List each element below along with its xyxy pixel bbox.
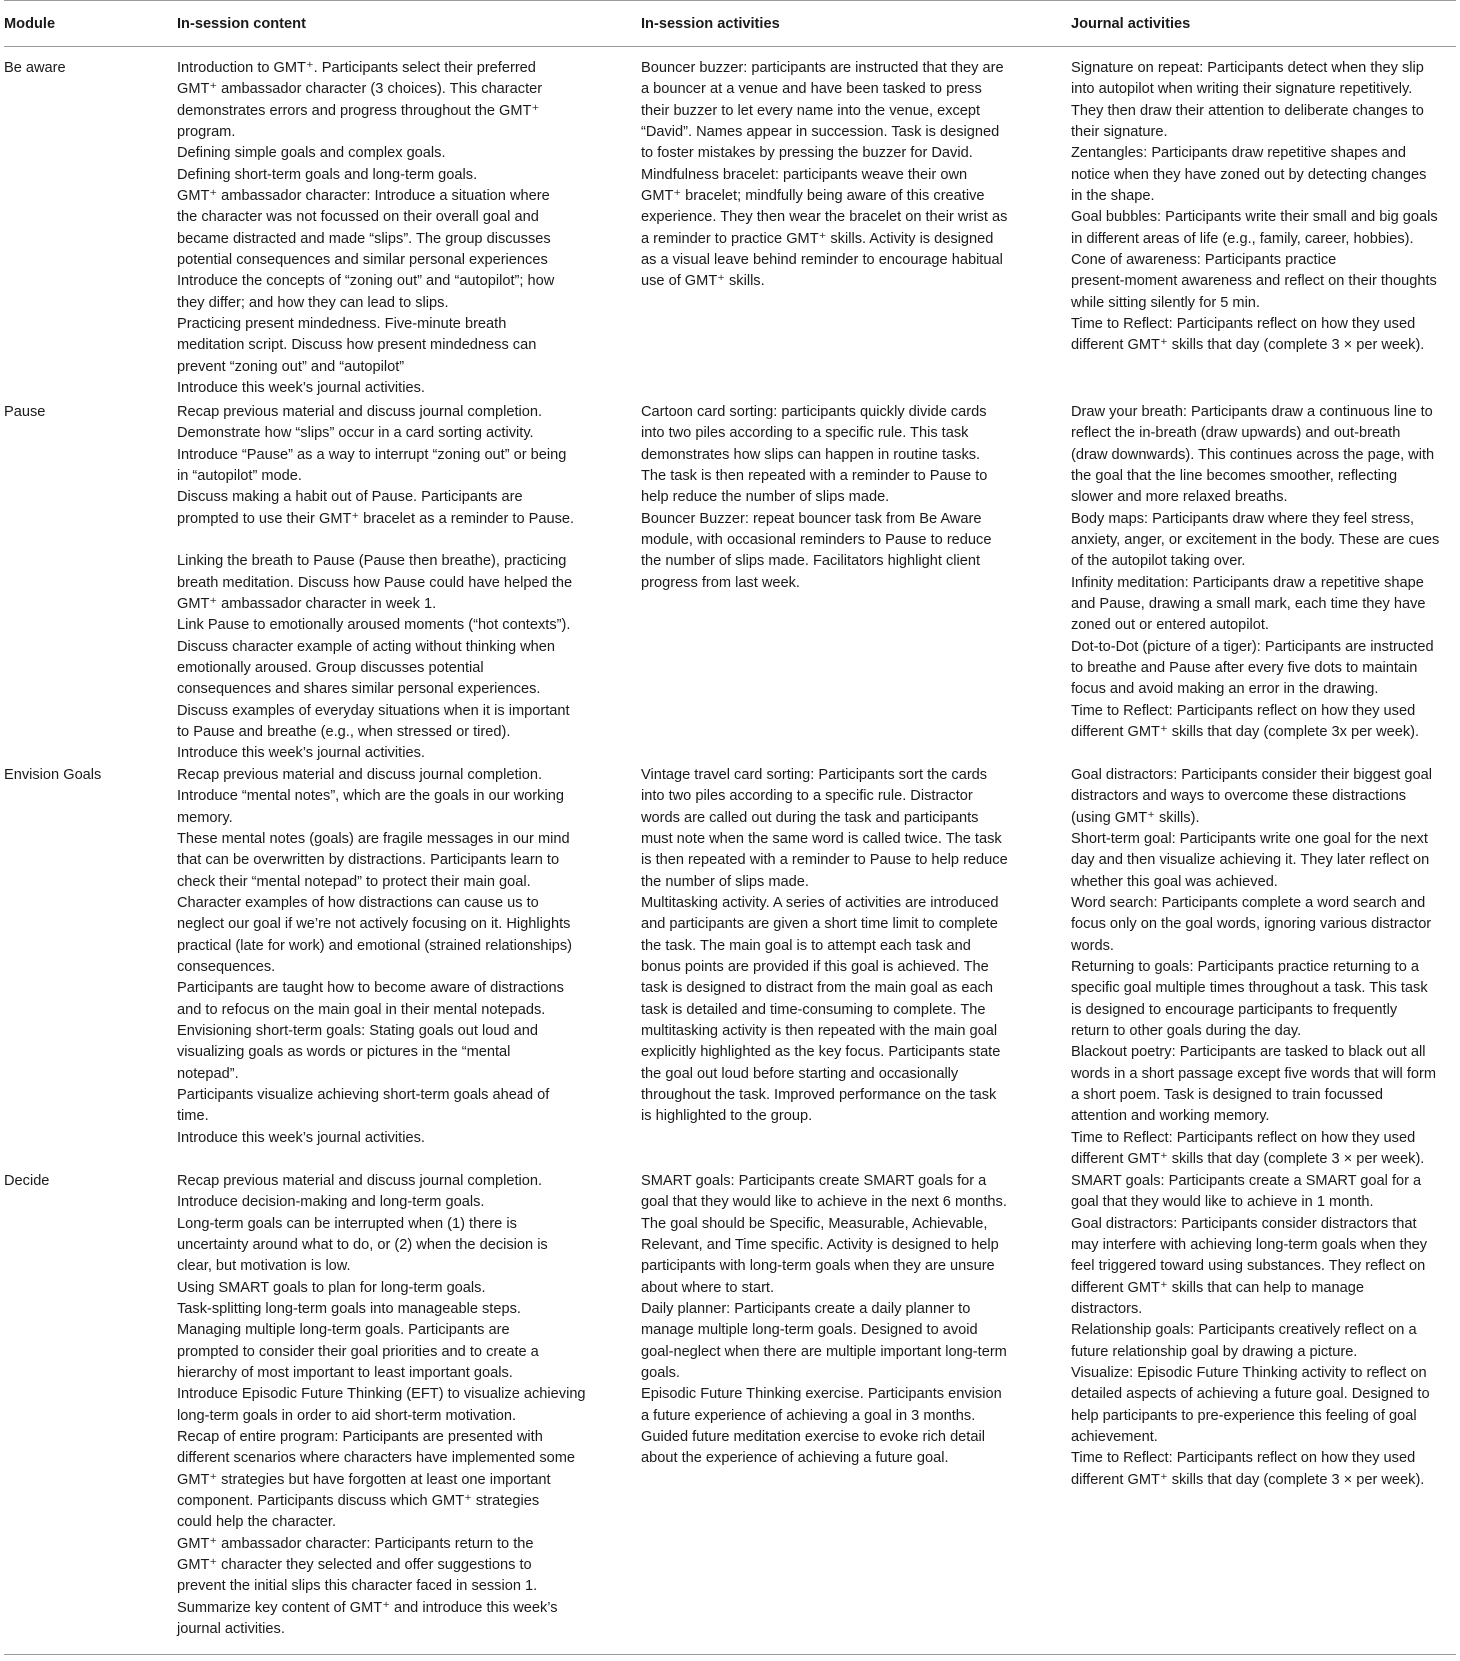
text-line: prompted to consider their goal priorities and to create a — [177, 1343, 539, 1360]
text-line: Time to Reflect: Participants reflect on how they used — [1071, 702, 1416, 719]
text-line: Participants are taught how to become aware of distractions — [177, 980, 564, 997]
text-line: GMT⁺ ambassador character: Introduce a situation where — [177, 187, 550, 204]
text-line: slower and more relaxed breaths. — [1071, 489, 1288, 506]
text-line: Defining short-term goals and long-term goals. — [177, 166, 478, 183]
text-line: Discuss making a habit out of Pause. Participants are — [177, 489, 523, 506]
text-line: their buzzer to let every name into the venue, except — [641, 102, 981, 119]
text-line: a future experience of achieving a goal in 3 months. — [641, 1407, 976, 1424]
text-line: bonus points are provided if this goal is achieved. The — [641, 958, 989, 975]
text-line: in different areas of life (e.g., family, career, hobbies). — [1071, 230, 1414, 247]
text-line: different GMT⁺ skills that day (complete 3x per week). — [1071, 723, 1420, 740]
text-line: SMART goals: Participants create a SMART goal for a — [1071, 1173, 1422, 1189]
header-in-session-activities: In-session activities — [641, 15, 780, 32]
table-header — [4, 1, 1456, 46]
text-line: consequences and shares similar personal experiences. — [177, 681, 541, 698]
text-line: in the shape. — [1071, 187, 1155, 204]
text-line: into autopilot when writing their signature repetitively. — [1071, 81, 1413, 98]
text-line: into two piles according to a specific rule. Distractor — [641, 788, 973, 805]
text-line: different GMT⁺ skills that can help to manage — [1071, 1279, 1364, 1296]
text-line: in “autopilot” mode. — [177, 467, 302, 484]
text-line: while sitting silently for 5 min. — [1071, 294, 1260, 311]
text-line: Introduce this week’s journal activities. — [177, 745, 425, 762]
text-line: could help the character. — [177, 1514, 337, 1531]
text-line: time. — [177, 1108, 209, 1125]
text-line: demonstrates errors and progress throughout the GMT⁺ — [177, 102, 540, 119]
table-row — [4, 47, 1456, 402]
text-line: and to refocus on the main goal in their mental notepads. — [177, 1001, 546, 1018]
text-line: future relationship goal by drawing a picture. — [1071, 1343, 1358, 1360]
in-session-activities — [641, 1171, 1071, 1654]
text-line: words. — [1071, 937, 1114, 954]
text-line: meditation script. Discuss how present mindedness can — [177, 337, 537, 354]
text-line: multitasking activity is then repeated with the main goal — [641, 1022, 998, 1039]
text-line: (using GMT⁺ skills). — [1071, 809, 1200, 826]
text-line: use of GMT⁺ skills. — [641, 273, 765, 290]
text-line: Envisioning short-term goals: Stating goals out loud and — [177, 1022, 539, 1039]
text-line: long-term goals in order to aid short-term motivation. — [177, 1407, 517, 1424]
text-line: consequences. — [177, 958, 276, 975]
text-line: demonstrates how slips can happen in routine tasks. — [641, 446, 981, 463]
module-name: Be aware — [4, 60, 66, 76]
text-line: breath meditation. Discuss how Pause could have helped the — [177, 574, 573, 591]
journal-activities — [1071, 765, 1456, 1171]
table-row — [4, 765, 1456, 1171]
text-line: prompted to use their GMT⁺ bracelet as a reminder to Pause. — [177, 510, 575, 527]
text-line: to breathe and Pause after every five dots to maintain — [1071, 659, 1418, 676]
text-line: reflect the in-breath (draw upwards) and out-breath — [1071, 425, 1401, 442]
text-line: Blackout poetry: Participants are tasked to black out all — [1071, 1044, 1426, 1061]
text-line: Short-term goal: Participants write one goal for the next — [1071, 830, 1428, 847]
module-name: Pause — [4, 404, 46, 420]
text-line: help participants to pre-experience this feeling of goal — [1071, 1407, 1417, 1424]
text-line: that can be overwritten by distractions. Participants learn to — [177, 852, 560, 869]
text-line: different GMT⁺ skills that day (complete 3 × per week). — [1071, 337, 1425, 354]
text-line: day and then visualize achieving it. They later reflect on — [1071, 852, 1430, 869]
text-line: Mindfulness bracelet: participants weave their own — [641, 166, 968, 183]
text-line: detailed aspects of achieving a future goal. Designed to — [1071, 1386, 1430, 1403]
text-line: Daily planner: Participants create a daily planner to — [641, 1300, 971, 1317]
text-line: Time to Reflect: Participants reflect on how they used — [1071, 1129, 1416, 1146]
table-row — [4, 402, 1456, 765]
module-name: Decide — [4, 1173, 50, 1189]
text-line: Introduce “mental notes”, which are the goals in our working — [177, 788, 564, 805]
text-line: the character was not focussed on their overall goal and — [177, 209, 539, 226]
text-line: Zentangles: Participants draw repetitive shapes and — [1071, 145, 1407, 162]
text-line: Infinity meditation: Participants draw a repetitive shape — [1071, 574, 1424, 591]
text-line: attention and working memory. — [1071, 1108, 1270, 1125]
text-line: component. Participants discuss which GMT⁺ strategies — [177, 1492, 540, 1509]
text-line: Dot-to-Dot (picture of a tiger): Participants are instructed — [1071, 638, 1434, 655]
text-line: Link Pause to emotionally aroused moments (“hot contexts”). — [177, 617, 571, 634]
text-line: Recap previous material and discuss journal completion. — [177, 1173, 543, 1189]
text-line: GMT⁺ ambassador character in week 1. — [177, 595, 437, 612]
text-line: distractors. — [1071, 1300, 1143, 1317]
text-line: manage multiple long-term goals. Designed to avoid — [641, 1322, 978, 1339]
text-line: goal-neglect when there are multiple important long-term — [641, 1343, 1007, 1360]
text-line: goal that they would like to achieve in 1 month. — [1071, 1194, 1374, 1211]
text-line: Practicing present mindedness. Five-minute breath — [177, 315, 507, 332]
text-line: Recap of entire program: Participants are presented with — [177, 1428, 543, 1445]
text-line: prevent “zoning out” and “autopilot” — [177, 358, 405, 375]
text-line: return to other goals during the day. — [1071, 1022, 1302, 1039]
text-line: different scenarios where characters have implemented some — [177, 1450, 576, 1467]
text-line: Character examples of how distractions can cause us to — [177, 894, 539, 911]
text-line: Introduction to GMT⁺. Participants select their preferred — [177, 60, 536, 76]
text-line: Vintage travel card sorting: Participants sort the cards — [641, 767, 988, 783]
text-line: the number of slips made. Facilitators highlight client — [641, 553, 981, 570]
text-line: GMT⁺ strategies but have forgotten at least one important — [177, 1471, 551, 1488]
text-line: different GMT⁺ skills that day (complete 3 × per week). — [1071, 1150, 1425, 1167]
text-line: Relevant, and Time specific. Activity is designed to help — [641, 1236, 999, 1253]
text-line: the goal out loud before starting and occasionally — [641, 1065, 959, 1082]
text-line: They then draw their attention to deliberate changes to — [1071, 102, 1424, 119]
text-line: GMT⁺ bracelet; mindfully being aware of this creative — [641, 187, 985, 204]
module-name: Envision Goals — [4, 767, 102, 783]
text-line: (draw downwards). This continues across the page, with — [1071, 446, 1435, 463]
text-line: about where to start. — [641, 1279, 775, 1296]
text-line: a reminder to practice GMT⁺ skills. Activity is designed — [641, 230, 994, 247]
text-line: GMT⁺ ambassador character: Participants return to the — [177, 1535, 534, 1552]
text-line: is then repeated with a reminder to Pause to help reduce — [641, 852, 1008, 869]
text-line: Summarize key content of GMT⁺ and introduce this week’s — [177, 1599, 558, 1616]
text-line: is designed to encourage participants to frequently — [1071, 1001, 1398, 1018]
text-line: Long-term goals can be interrupted when (1) there is — [177, 1215, 517, 1232]
text-line: help reduce the number of slips made. — [641, 489, 890, 506]
text-line: practical (late for work) and emotional (strained relationships) — [177, 937, 573, 954]
text-line: Introduce “Pause” as a way to interrupt “zoning out” or being — [177, 446, 567, 463]
text-line: Word search: Participants complete a word search and — [1071, 894, 1426, 911]
text-line: task is designed to distract from the main goal as each — [641, 980, 994, 997]
journal-activities — [1071, 1171, 1456, 1654]
text-line: specific goal multiple times throughout a task. This task — [1071, 980, 1428, 997]
text-line: feel triggered toward using substances. They reflect on — [1071, 1258, 1426, 1275]
text-line: distractors and ways to overcome these distractions — [1071, 788, 1406, 805]
text-line: words are called out during the task and participants — [641, 809, 979, 826]
text-line: to foster mistakes by pressing the buzzer for David. — [641, 145, 973, 162]
text-line: The task is then repeated with a reminder to Pause to — [641, 467, 988, 484]
in-session-content — [177, 1171, 641, 1654]
text-line: Introduce Episodic Future Thinking (EFT) to visualize achieving — [177, 1386, 586, 1403]
text-line: Participants visualize achieving short-term goals ahead of — [177, 1086, 550, 1103]
text-line: potential consequences and similar personal experiences — [177, 251, 548, 268]
text-line: clear, but motivation is low. — [177, 1258, 351, 1275]
text-line: journal activities. — [177, 1620, 285, 1637]
text-line: memory. — [177, 809, 233, 826]
paragraph-gap — [177, 530, 641, 551]
text-line: progress from last week. — [641, 574, 800, 591]
text-line: emotionally aroused. Group discusses potential — [177, 659, 484, 676]
text-line: they differ; and how they can lead to slips. — [177, 294, 449, 311]
text-line: Goal distractors: Participants consider distractors that — [1071, 1215, 1417, 1232]
text-line: Managing multiple long-term goals. Participants are — [177, 1322, 510, 1339]
text-line: Relationship goals: Participants creatively reflect on a — [1071, 1322, 1417, 1339]
text-line: and participants are given a short time limit to complete — [641, 916, 998, 933]
text-line: Task-splitting long-term goals into manageable steps. — [177, 1300, 521, 1317]
text-line: notice when they have zoned out by detecting changes — [1071, 166, 1427, 183]
text-line: Demonstrate how “slips” occur in a card sorting activity. — [177, 425, 534, 442]
text-line: focus and avoid making an error in the drawing. — [1071, 681, 1379, 698]
text-line: Guided future meditation exercise to evoke rich detail — [641, 1428, 985, 1445]
journal-activities — [1071, 58, 1456, 402]
in-session-content — [177, 58, 641, 402]
text-line: Bouncer buzzer: participants are instructed that they are — [641, 60, 1004, 76]
text-line: Defining simple goals and complex goals. — [177, 145, 446, 162]
text-line: goals. — [641, 1364, 680, 1381]
text-line: The goal should be Specific, Measurable, Achievable, — [641, 1215, 988, 1232]
text-line: as a visual leave behind reminder to encourage habitual — [641, 251, 1003, 268]
text-line: Linking the breath to Pause (Pause then breathe), practicing — [177, 553, 567, 570]
bottom-rule — [4, 1654, 1456, 1655]
text-line: the task. The main goal is to attempt each task and — [641, 937, 971, 954]
text-line: anxiety, anger, or excitement in the body. These are cues — [1071, 531, 1440, 548]
in-session-activities — [641, 58, 1071, 402]
text-line: focus only on the goal words, ignoring various distractor — [1071, 916, 1432, 933]
text-line: the goal that the line becomes smoother, reflecting — [1071, 467, 1398, 484]
text-line: a bouncer at a venue and have been tasked to press — [641, 81, 982, 98]
in-session-content — [177, 402, 641, 765]
text-line: neglect our goal if we’re not actively focusing on it. Highlights — [177, 916, 571, 933]
text-line: Introduce this week’s journal activities. — [177, 1129, 425, 1146]
text-line: Episodic Future Thinking exercise. Participants envision — [641, 1386, 1002, 1403]
text-line: Introduce the concepts of “zoning out” and “autopilot”; how — [177, 273, 555, 290]
text-line: module, with occasional reminders to Pause to reduce — [641, 531, 992, 548]
text-line: Visualize: Episodic Future Thinking activity to reflect on — [1071, 1364, 1427, 1381]
text-line: Signature on repeat: Participants detect when they slip — [1071, 60, 1424, 76]
header-journal-activities: Journal activities — [1071, 15, 1191, 32]
text-line: and Pause, drawing a small mark, each time they have — [1071, 595, 1426, 612]
text-line: Returning to goals: Participants practice returning to a — [1071, 958, 1420, 975]
text-line: prevent the initial slips this character faced in session 1. — [177, 1578, 538, 1595]
text-line: Goal bubbles: Participants write their small and big goals — [1071, 209, 1438, 226]
text-line: their signature. — [1071, 123, 1168, 140]
in-session-activities — [641, 402, 1071, 765]
text-line: uncertainty around what to do, or (2) when the decision is — [177, 1236, 548, 1253]
text-line: visualizing goals as words or pictures in the “mental — [177, 1044, 511, 1061]
text-line: zoned out or entered autopilot. — [1071, 617, 1269, 634]
text-line: may interfere with achieving long-term goals when they — [1071, 1236, 1428, 1253]
text-line: whether this goal was achieved. — [1071, 873, 1278, 890]
header-in-session-content: In-session content — [177, 15, 306, 32]
text-line: Discuss character example of acting without thinking when — [177, 638, 556, 655]
text-line: Using SMART goals to plan for long-term goals. — [177, 1279, 486, 1296]
text-line: SMART goals: Participants create SMART goals for a — [641, 1173, 987, 1189]
text-line: explicitly highlighted as the key focus. Participants state — [641, 1044, 1001, 1061]
text-line: throughout the task. Improved performance on the task — [641, 1086, 997, 1103]
text-line: Time to Reflect: Participants reflect on how they used — [1071, 1450, 1416, 1467]
text-line: participants with long-term goals when they are unsure — [641, 1258, 995, 1275]
journal-activities — [1071, 402, 1456, 765]
text-line: Goal distractors: Participants consider their biggest goal — [1071, 767, 1432, 783]
text-line: the number of slips made. — [641, 873, 809, 890]
text-line: is highlighted to the group. — [641, 1108, 813, 1125]
text-line: Recap previous material and discuss journal completion. — [177, 404, 543, 420]
text-line: hierarchy of most important to least important goals. — [177, 1364, 513, 1381]
text-line: Recap previous material and discuss journal completion. — [177, 767, 543, 783]
text-line: These mental notes (goals) are fragile messages in our mind — [177, 830, 570, 847]
text-line: Draw your breath: Participants draw a continuous line to — [1071, 404, 1433, 420]
table-row — [4, 1171, 1456, 1654]
text-line: Bouncer Buzzer: repeat bouncer task from Be Aware — [641, 510, 982, 527]
text-line: check their “mental notepad” to protect their main goal. — [177, 873, 531, 890]
text-line: words in a short passage except five words that will form — [1071, 1065, 1437, 1082]
text-line: “David”. Names appear in succession. Task is designed — [641, 123, 1000, 140]
text-line: Cone of awareness: Participants practice — [1071, 251, 1337, 268]
text-line: of the autopilot taking over. — [1071, 553, 1246, 570]
text-line: GMT⁺ character they selected and offer suggestions to — [177, 1556, 532, 1573]
text-line: must note when the same word is called twice. The task — [641, 830, 1002, 847]
text-line: about the experience of achieving a future goal. — [641, 1450, 949, 1467]
text-line: Introduce this week’s journal activities. — [177, 379, 425, 396]
text-line: goal that they would like to achieve in the next 6 months. — [641, 1194, 1007, 1211]
text-line: Discuss examples of everyday situations when it is important — [177, 702, 570, 719]
text-line: Body maps: Participants draw where they feel stress, — [1071, 510, 1415, 527]
text-line: a short poem. Task is designed to train focussed — [1071, 1086, 1384, 1103]
text-line: Cartoon card sorting: participants quickly divide cards — [641, 404, 987, 420]
text-line: Time to Reflect: Participants reflect on how they used — [1071, 315, 1416, 332]
text-line: into two piles according to a specific rule. This task — [641, 425, 969, 442]
text-line: task is detailed and time-consuming to complete. The — [641, 1001, 986, 1018]
text-line: notepad”. — [177, 1065, 239, 1082]
text-line: Introduce decision-making and long-term goals. — [177, 1194, 485, 1211]
header-module: Module — [4, 15, 56, 32]
text-line: present-moment awareness and reflect on their thoughts — [1071, 273, 1437, 290]
in-session-activities — [641, 765, 1071, 1171]
text-line: achievement. — [1071, 1428, 1158, 1445]
text-line: to Pause and breathe (e.g., when stressed or tired). — [177, 723, 511, 740]
text-line: Multitasking activity. A series of activities are introduced — [641, 894, 999, 911]
text-line: program. — [177, 123, 236, 140]
text-line: GMT⁺ ambassador character (3 choices). This character — [177, 81, 543, 98]
text-line: different GMT⁺ skills that day (complete 3 × per week). — [1071, 1471, 1425, 1488]
text-line: experience. They then wear the bracelet on their wrist as — [641, 209, 1008, 226]
text-line: became distracted and made “slips”. The group discusses — [177, 230, 551, 247]
in-session-content — [177, 765, 641, 1171]
